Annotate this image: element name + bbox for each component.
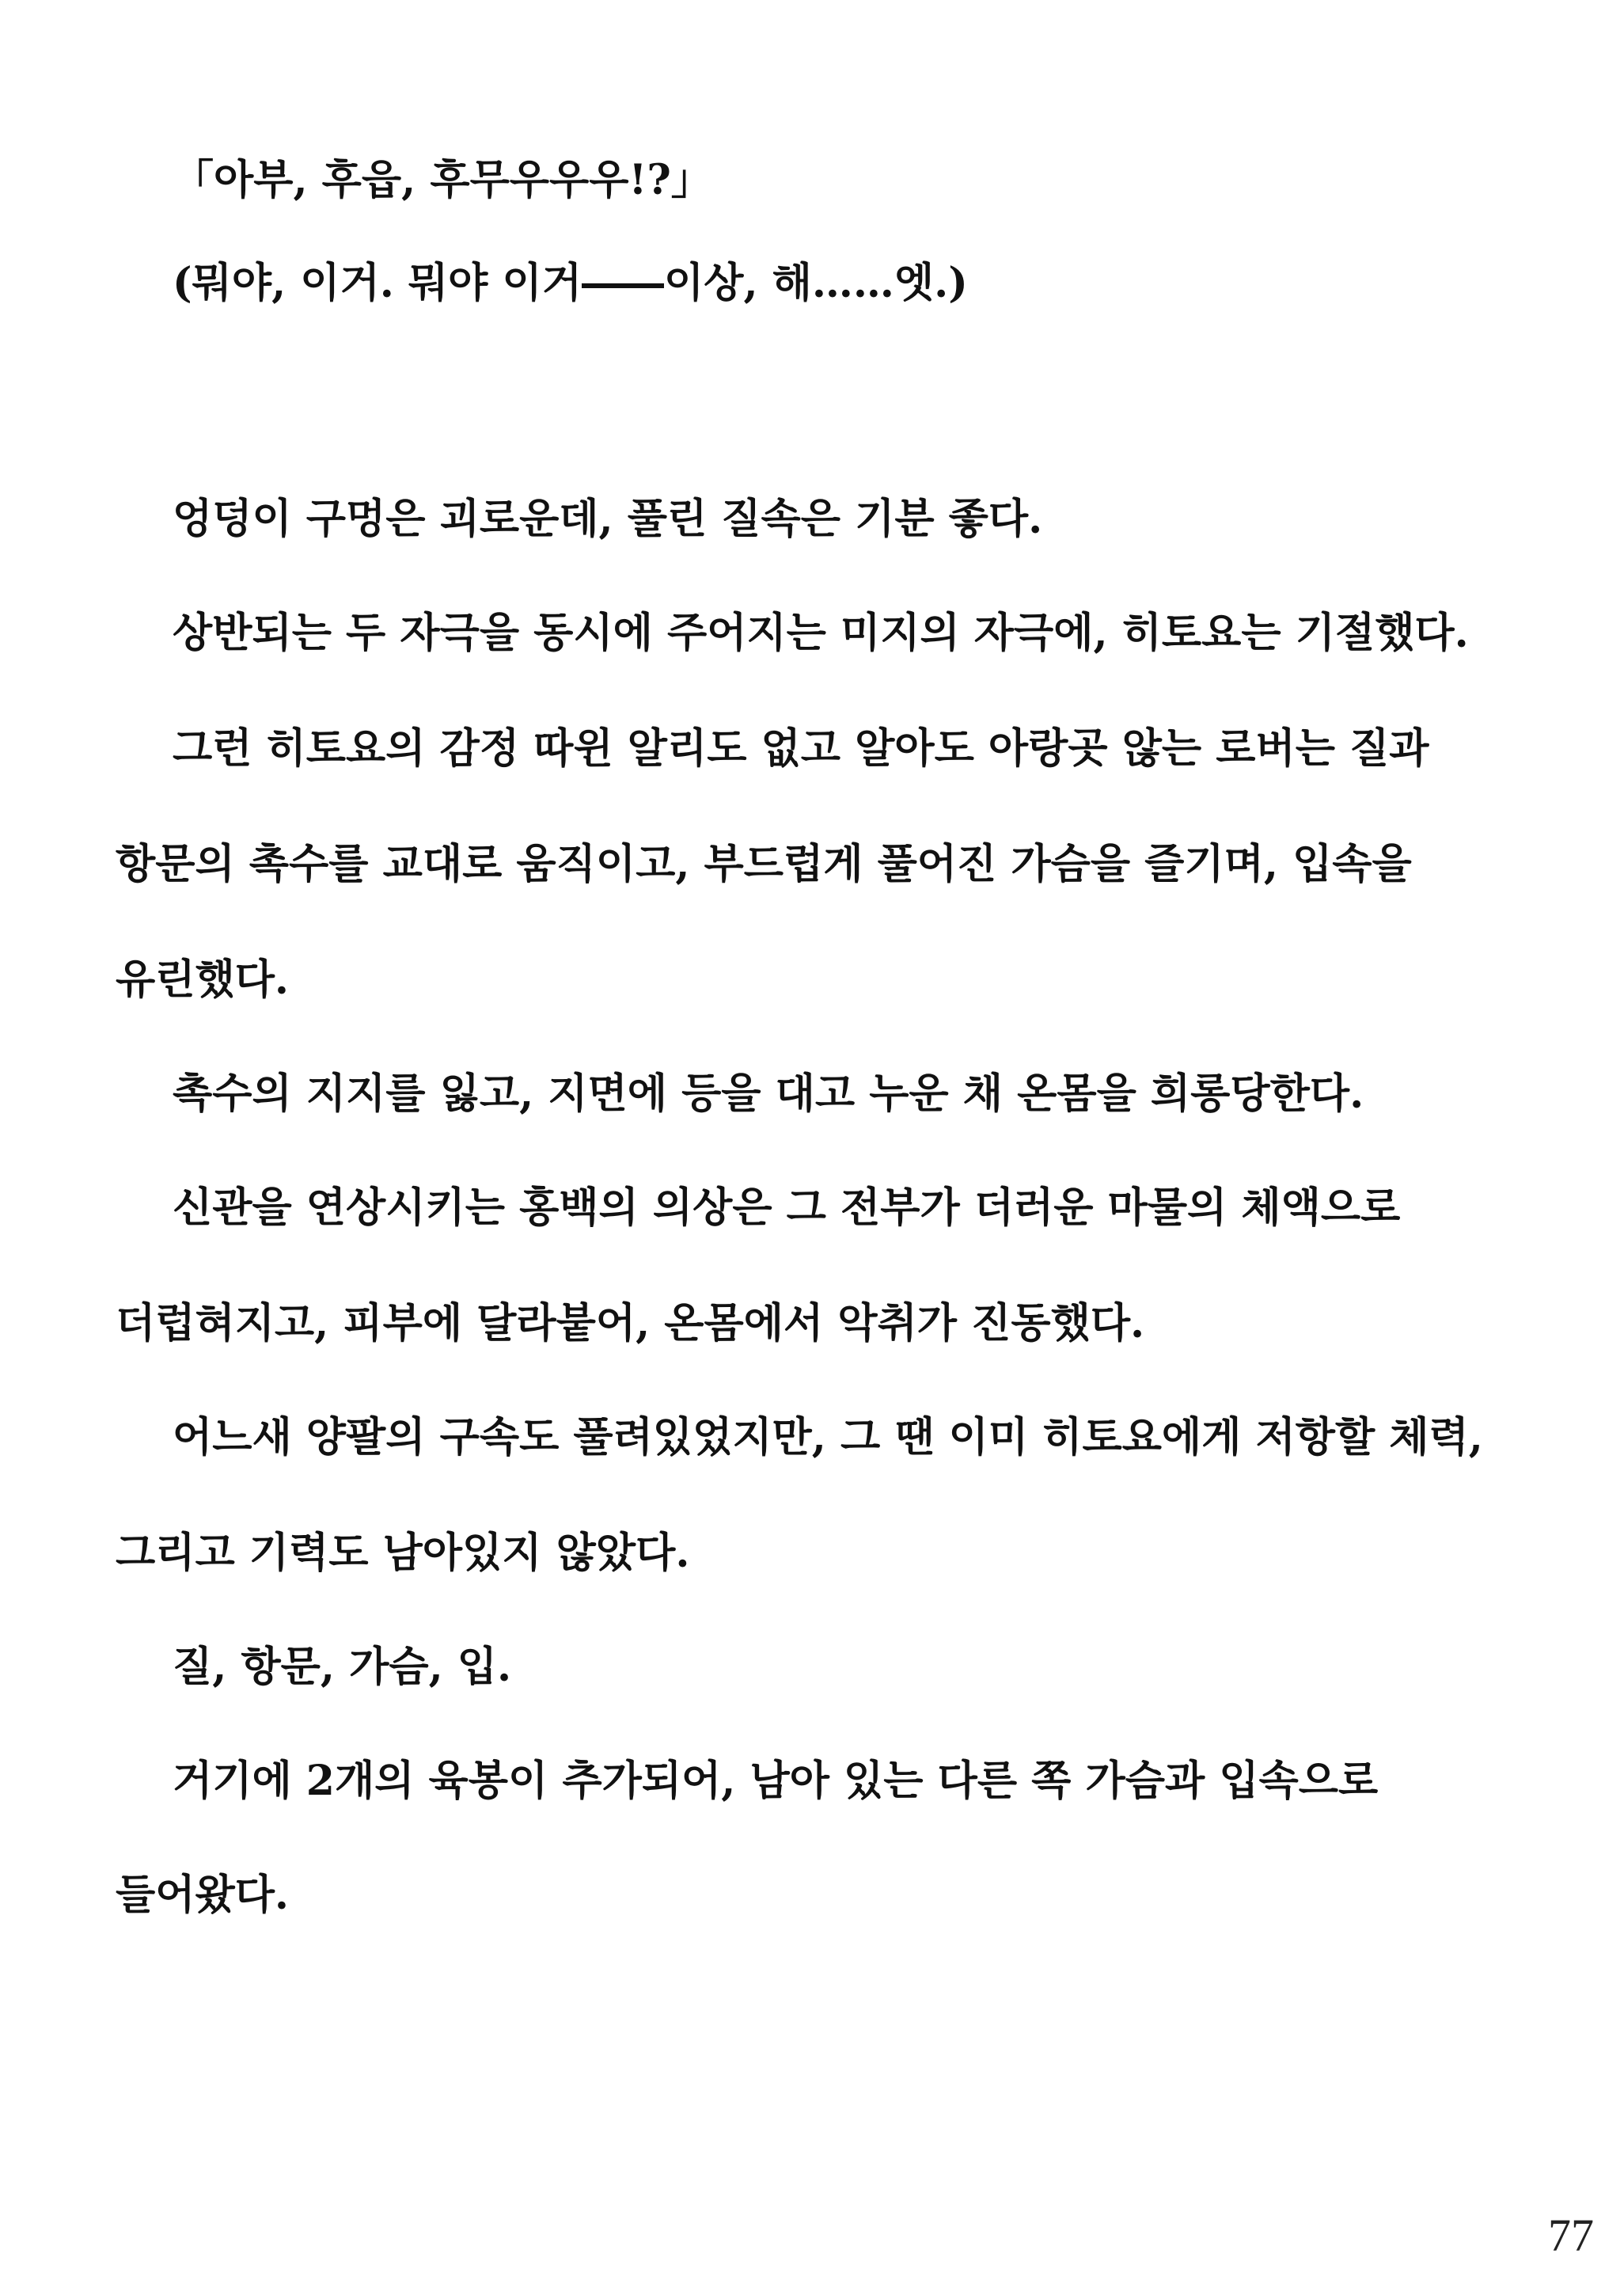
paragraph-line: 엉덩이 구멍은 괴로운데, 풀린 질속은 기분 좋다.: [173, 495, 1043, 543]
paragraph-line: 항문의 촉수를 교대로 움직이고, 부드럽게 풀어진 가슴을 즐기며, 입속을: [116, 840, 1412, 888]
paragraph-line: 그런 히토요의 감정 따윈 알리도 없고 알아도 아랑곳 않는 로버는 질과: [173, 724, 1429, 773]
paragraph-line: 어느새 양팔의 구속도 풀려있었지만, 그 땐 이미 히토요에게 저항할 체력,: [173, 1413, 1483, 1461]
paragraph-line: 거기에 2개의 육봉이 추가되어, 남아 있는 다른 쪽 가슴과 입속으로: [173, 1757, 1379, 1805]
paragraph-line: 촉수의 지지를 잃고, 지면에 등을 대고 누운 채 온몸을 희롱당한다.: [173, 1070, 1364, 1118]
page-number: 77: [1548, 2210, 1594, 2261]
paragraph-line: 상반되는 두 자극을 동시에 주어지는 미지의 자극에, 히토요는 기절했다.: [173, 609, 1469, 657]
paragraph-line: 유린했다.: [116, 956, 290, 1004]
paragraph-line: 질, 항문, 가슴, 입.: [173, 1643, 512, 1691]
thought-line: (뭐야, 이거. 뭐야 이거――이상, 해……엣.): [173, 259, 968, 307]
dialogue-line: 「아부, 후읍, 후무우우우!?」: [173, 156, 712, 204]
paragraph-line: 들어왔다.: [116, 1871, 290, 1919]
paragraph-line: 더럽혀지고, 피부에 달라붙어, 온몸에서 악취가 진동했다.: [116, 1299, 1145, 1347]
paragraph-line: 그리고 기력도 남아있지 않았다.: [116, 1529, 690, 1577]
paragraph-line: 신관을 연상시키는 홍백의 의상은 그 전부가 더러운 마물의 체액으로: [173, 1184, 1401, 1232]
